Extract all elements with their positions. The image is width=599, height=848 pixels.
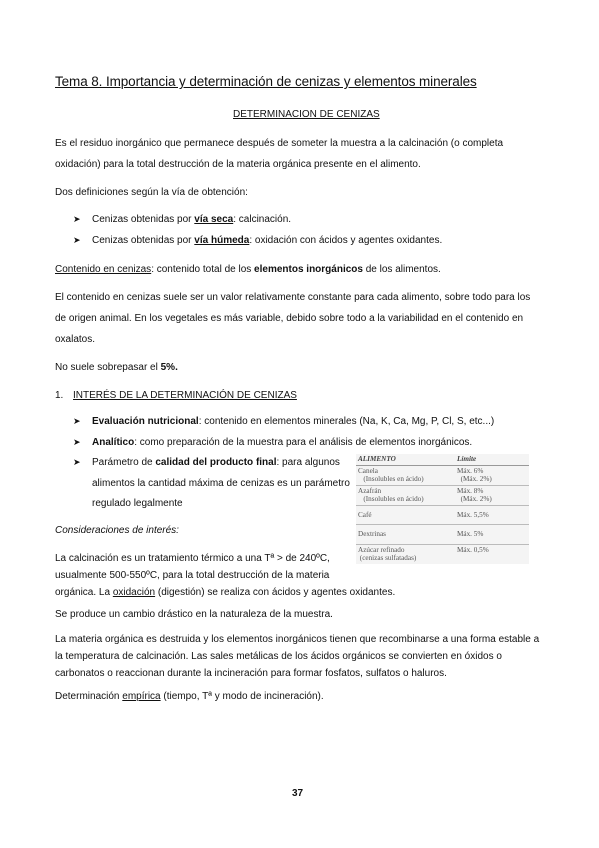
table-row	[356, 505, 529, 525]
table-cell: Máx. 6% (Máx. 2%)	[455, 465, 529, 485]
limits-table	[356, 454, 529, 564]
calidad-line-2: alimentos la cantidad máxima de cenizas es un parámetro	[92, 478, 350, 489]
table-row	[356, 465, 529, 485]
intro-line-1: Es el residuo inorgánico que permanece después de someter la muestra a la calcinación (o completa	[55, 138, 504, 149]
table-cell: Máx. 5%	[455, 525, 529, 545]
section-subtitle: DETERMINACION DE CENIZAS	[233, 109, 380, 120]
bullet-arrow-icon: ➤	[73, 457, 81, 467]
calcinacion-line-2: usualmente 500-550ºC, para la total destrucción de la materia	[55, 570, 330, 581]
table-header-cell: ALIMENTO	[356, 454, 455, 465]
page-number: 37	[292, 788, 304, 799]
materia-line-2: la temperatura de calcinación. Las sales metálicas de los ácidos orgánicos se convierten en óxidos o	[55, 651, 502, 662]
calidad-line-3: regulado legalmente	[92, 498, 183, 509]
calcinacion-line-3: orgánica. La oxidación (digestión) se realiza con ácidos y agentes oxidantes.	[55, 587, 396, 598]
calidad-line-1: Parámetro de calidad del producto final: para algunos	[92, 457, 340, 468]
page-title: Tema 8. Importancia y determinación de cenizas y elementos minerales	[55, 74, 477, 89]
table-cell: Azafrán (Insolubles en ácido)	[356, 485, 455, 505]
definition-item: Cenizas obtenidas por vía húmeda: oxidación con ácidos y agentes oxidantes.	[92, 235, 443, 246]
para2-line-3: oxalatos.	[55, 334, 96, 345]
table-cell: Dextrinas	[356, 525, 455, 545]
table-cell: Máx. 0,5%	[457, 545, 489, 554]
table-header-cell: Límite	[455, 454, 529, 465]
materia-line-3: carbonatos o reaccionan durante la incineración para formar fosfatos, sulfatos o haluros.	[55, 668, 447, 679]
para2-line-2: de origen animal. En los vegetales es más variable, debido sobre todo a la variabilidad en el contenido en	[55, 313, 524, 324]
definitions-heading: Dos definiciones según la vía de obtención:	[55, 187, 248, 198]
max-line: No suele sobrepasar el 5%.	[55, 362, 178, 373]
table-row	[356, 525, 529, 545]
empirica-line: Determinación empírica (tiempo, Tª y modo de incineración).	[55, 691, 324, 702]
definition-item: Cenizas obtenidas por vía seca: calcinación.	[92, 214, 292, 225]
table-cell: Máx. 5,5%	[455, 505, 529, 525]
table-cell: Canela (Insolubles en ácido)	[356, 465, 455, 485]
para2-line-1: El contenido en cenizas suele ser un valor relativamente constante para cada alimento, sobre todo para los	[55, 292, 531, 303]
materia-line-1: La materia orgánica es destruida y los elementos inorgánicos tienen que recombinarse a una forma estable a	[55, 634, 540, 645]
cambio-line: Se produce un cambio drástico en la naturaleza de la muestra.	[55, 609, 333, 620]
section-number: 1.	[55, 390, 64, 401]
section-heading: INTERÉS DE LA DETERMINACIÓN DE CENIZAS	[73, 390, 297, 401]
contenido-line: Contenido en cenizas: contenido total de los elementos inorgánicos de los alimentos.	[55, 264, 441, 275]
interes-item: Analítico: como preparación de la muestra para el análisis de elementos inorgánicos.	[92, 437, 473, 448]
interes-item: Evaluación nutricional: contenido en elementos minerales (Na, K, Ca, Mg, P, Cl, S, etc...)	[92, 416, 495, 427]
bullet-arrow-icon: ➤	[73, 214, 81, 224]
bullet-arrow-icon: ➤	[73, 437, 81, 447]
bullet-arrow-icon: ➤	[73, 235, 81, 245]
table-cell: Azúcar refinado (cenizas sulfatadas)	[358, 545, 417, 562]
intro-line-2: oxidación) para la total destrucción de la materia orgánica presente en el alimento.	[55, 159, 421, 170]
consideraciones-heading: Consideraciones de interés:	[55, 525, 179, 536]
table-cell: Café	[356, 505, 455, 525]
table-row	[356, 544, 529, 564]
bullet-arrow-icon: ➤	[73, 416, 81, 426]
calcinacion-line-1: La calcinación es un tratamiento térmico a una Tª > de 240ºC,	[55, 553, 330, 564]
table-header-row	[356, 454, 529, 465]
table-cell: Máx. 8% (Máx. 2%)	[455, 485, 529, 505]
table-row	[356, 485, 529, 505]
